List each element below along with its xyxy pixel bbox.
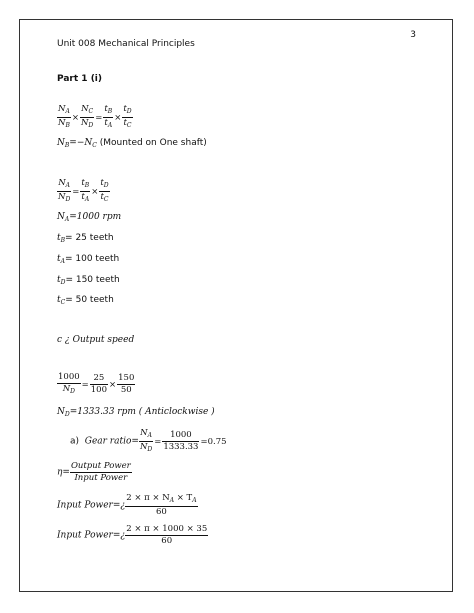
gear-ratio-equation: a) Gear ratio= $\frac{N_A}{N_D}$ = $\frac{1000}{1333.33}$ =0.75 (70, 428, 227, 453)
equation-gear-train: $\frac{N_A}{N_B}$ × $\frac{N_C}{N_D}$ = $\frac{t_B}{t_A}$ × $\frac{t_D}{t_C}$ (58, 104, 132, 129)
page-number: 3 (410, 30, 416, 40)
fraction-td-tc: $\frac{t_D}{t_C}$ (123, 104, 132, 129)
document-header: Unit 008 Mechanical Principles (57, 39, 195, 49)
fraction-output-input: $\frac{\text{Output Power}}{\text{Input Power}}$ (70, 461, 131, 483)
fraction-input-power-symbolic: $\frac{2 \times \pi \times N_A \times T_A}{60}$ (126, 493, 197, 517)
output-speed-label: c ¿ Output speed (57, 335, 135, 345)
output-speed-result: $N_D=1333.33$ rpm ( Anticlockwise ) (57, 407, 215, 418)
fraction-na-nb: $\frac{N_A}{N_B}$ (58, 104, 70, 129)
given-td: $t_D= 150$ teeth (57, 275, 120, 286)
fraction-1000-nd: $\frac{1000}{N_D}$ (58, 372, 80, 395)
given-tb: $t_B= 25$ teeth (57, 233, 114, 244)
given-na: $N_A=1000$ rpm (57, 212, 122, 223)
fraction-na-nd-gear: $\frac{N_A}{N_D}$ (139, 428, 153, 453)
equation-shared-shaft: $N_B=-N_C$ (Mounted on One shaft) (57, 138, 207, 149)
section-title: Part 1 (i) (57, 74, 103, 84)
fraction-input-power-numeric: $\frac{2 \times \pi \times 1000 \times 35}{60}$ (126, 524, 208, 546)
given-ta: $t_A= 100$ teeth (57, 254, 120, 265)
fraction-na-nd: $\frac{N_A}{N_D}$ (58, 178, 71, 203)
fraction-tb-ta: $\frac{t_B}{t_A}$ (104, 104, 113, 129)
document-page (19, 19, 453, 592)
equation-numeric-ratio: $\frac{1000}{N_D}$ = $\frac{25}{100}$ × $\frac{150}{50}$ (58, 372, 135, 395)
equation-speed-ratio: $\frac{N_A}{N_D}$ = $\frac{t_B}{t_A}$ × $\frac{t_D}{t_C}$ (58, 178, 109, 203)
input-power-numeric: Input Power=¿ $\frac{2 \times \pi \times 1000 \times 35}{60}$ (57, 524, 208, 546)
fraction-150-50: $\frac{150}{50}$ (118, 373, 135, 395)
fraction-tb-ta-2: $\frac{t_B}{t_A}$ (81, 178, 90, 203)
fraction-1000-1333: $\frac{1000}{1333.33}$ (163, 430, 199, 452)
fraction-nc-nd: $\frac{N_C}{N_D}$ (80, 104, 94, 129)
efficiency-equation: η= $\frac{\text{Output Power}}{\text{Input Power}}$ (57, 461, 131, 483)
fraction-25-100: $\frac{25}{100}$ (90, 373, 107, 395)
given-tc: $t_C= 50$ teeth (57, 295, 114, 306)
input-power-formula: Input Power=¿ $\frac{2 \times \pi \times N_A \times T_A}{60}$ (57, 493, 197, 517)
fraction-td-tc-2: $\frac{t_D}{t_C}$ (100, 178, 109, 203)
